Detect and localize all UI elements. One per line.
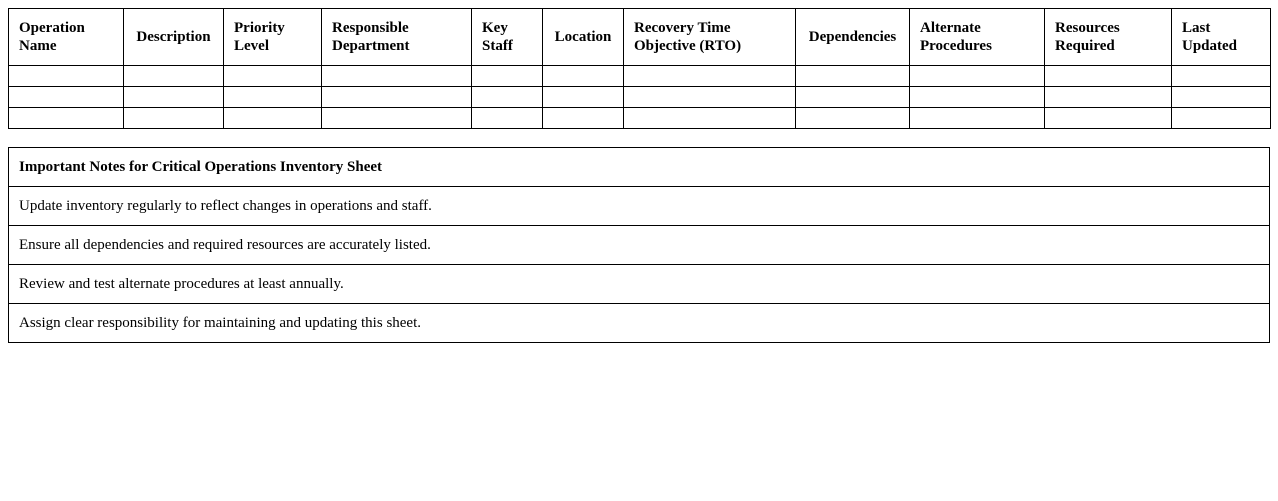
table-cell[interactable] [543,108,624,129]
table-cell[interactable] [1172,66,1271,87]
table-cell[interactable] [9,66,124,87]
table-cell[interactable] [910,108,1045,129]
column-header-dependencies: Dependencies [796,9,910,66]
note-text: Review and test alternate procedures at least annually. [9,265,1270,304]
important-notes-table [8,147,1270,343]
note-text: Update inventory regularly to reflect changes in operations and staff. [9,187,1270,226]
table-cell[interactable] [1045,66,1172,87]
table-cell[interactable] [1172,87,1271,108]
table-cell[interactable] [910,87,1045,108]
table-cell[interactable] [124,87,224,108]
column-header-last-updated: Last Updated [1172,9,1271,66]
table-cell[interactable] [472,87,543,108]
table-cell[interactable] [322,66,472,87]
table-cell[interactable] [624,87,796,108]
column-header-resources-required: Resources Required [1045,9,1172,66]
table-cell[interactable] [224,87,322,108]
column-header-responsible-department: Responsible Department [322,9,472,66]
note-text: Ensure all dependencies and required resources are accurately listed. [9,226,1270,265]
column-header-operation-name: Operation Name [9,9,124,66]
notes-title: Important Notes for Critical Operations Inventory Sheet [9,148,1270,187]
table-cell[interactable] [322,87,472,108]
table-cell[interactable] [9,87,124,108]
table-cell[interactable] [224,66,322,87]
table-cell[interactable] [472,66,543,87]
table-row [9,108,1271,129]
table-cell[interactable] [796,108,910,129]
table-cell[interactable] [910,66,1045,87]
table-header-row [9,9,1271,66]
list-item [9,265,1270,304]
column-header-alternate-procedures: Alternate Procedures [910,9,1045,66]
table-cell[interactable] [796,87,910,108]
table-cell[interactable] [543,66,624,87]
table-row [9,66,1271,87]
column-header-key-staff: Key Staff [472,9,543,66]
notes-title-row [9,148,1270,187]
table-cell[interactable] [472,108,543,129]
table-row [9,87,1271,108]
note-text: Assign clear responsibility for maintaining and updating this sheet. [9,304,1270,343]
table-cell[interactable] [124,66,224,87]
column-header-rto: Recovery Time Objective (RTO) [624,9,796,66]
table-cell[interactable] [543,87,624,108]
table-cell[interactable] [1045,87,1172,108]
table-cell[interactable] [224,108,322,129]
list-item [9,187,1270,226]
table-cell[interactable] [1172,108,1271,129]
table-cell[interactable] [624,66,796,87]
table-cell[interactable] [624,108,796,129]
column-header-location: Location [543,9,624,66]
table-cell[interactable] [1045,108,1172,129]
table-cell[interactable] [124,108,224,129]
column-header-description: Description [124,9,224,66]
table-cell[interactable] [9,108,124,129]
table-cell[interactable] [322,108,472,129]
column-header-priority-level: Priority Level [224,9,322,66]
table-cell[interactable] [796,66,910,87]
critical-operations-inventory-table [8,8,1271,129]
list-item [9,304,1270,343]
list-item [9,226,1270,265]
